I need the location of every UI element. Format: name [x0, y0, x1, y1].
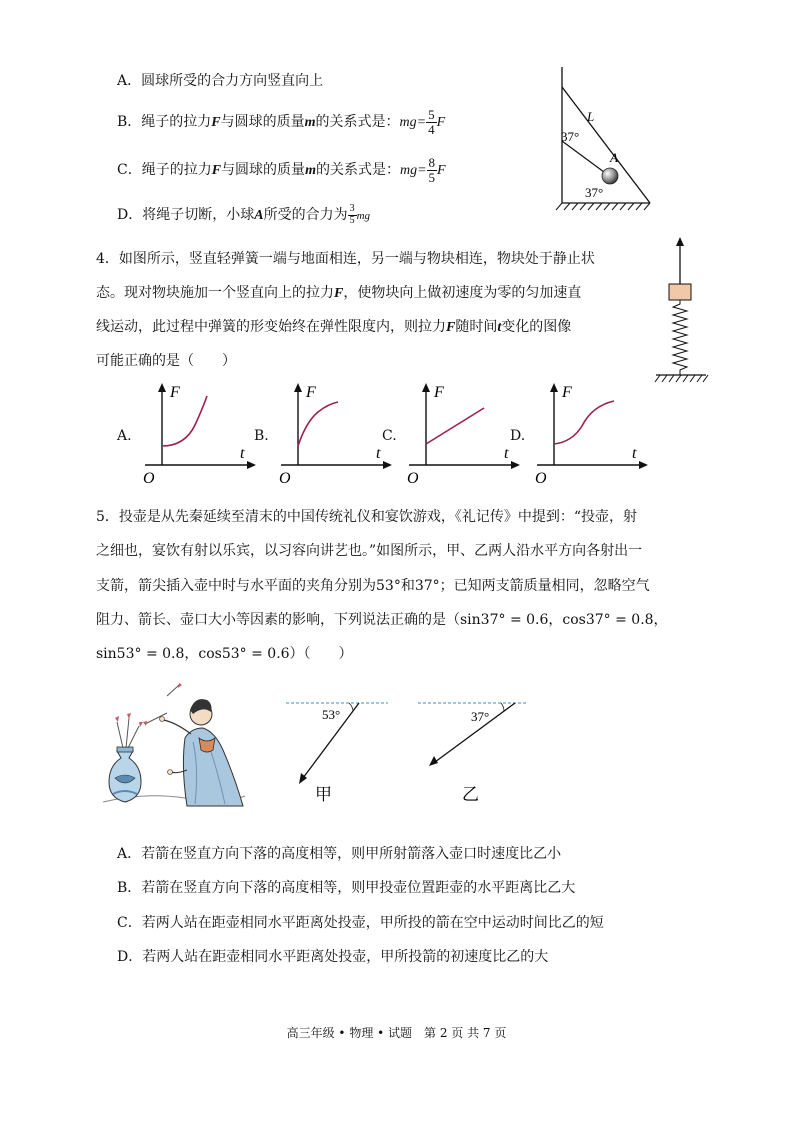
vase-icon	[109, 747, 141, 802]
angle-37: 37°	[471, 709, 490, 724]
q3-option-a: A．圆球所受的合力方向竖直向上	[117, 73, 324, 89]
q4-line-3: 线运动，此过程中弹簧的形变始终在弹性限度内，则拉力F随时间t变化的图像	[96, 319, 572, 335]
q5-line-4: 阻力、箭长、壶口大小等因素的影响，下列说法正确的是（sin37° = 0.6，cos37° = 0.8，	[96, 612, 668, 628]
person-icon	[160, 699, 244, 806]
curve-b	[298, 402, 338, 446]
q5-option-c: C．若两人站在距壶相同水平距离处投壶，甲所投的箭在空中运动时间比乙的短	[117, 915, 604, 931]
q4-line-1: 4．如图所示，竖直轻弹簧一端与地面相连，另一端与物块相连，物块处于静止状	[96, 251, 595, 267]
axis-label-F: F	[306, 384, 316, 401]
graph-d	[532, 380, 657, 490]
origin-label: O	[535, 470, 547, 487]
graph-a	[140, 380, 265, 490]
curve-d	[554, 401, 614, 444]
q5-line-2: 之细也，宴饮有射以乐宾，以习容向讲艺也。”如图所示，甲、乙两人沿水平方向各射出一	[96, 543, 643, 559]
angle-bottom: 37°	[585, 185, 604, 200]
axis-label-t: t	[376, 445, 381, 462]
label-L: L	[587, 109, 595, 124]
axis-label-t: t	[632, 445, 637, 462]
q5-option-d: D．若两人站在距壶相同水平距离处投壶，甲所投箭的初速度比乙的大	[117, 949, 549, 965]
q5-line-5: sin53° = 0.8，cos53° = 0.6）（ ）	[96, 646, 353, 662]
fraction-8-5: $\frac{8}{5}$	[428, 155, 436, 185]
axis-label-F: F	[170, 384, 180, 401]
axis-label-F: F	[562, 384, 572, 401]
origin-label: O	[279, 470, 291, 487]
curve-a	[162, 396, 207, 446]
curve-c	[426, 408, 484, 444]
q3-incline-figure	[555, 65, 655, 215]
q3-option-d: D．将绳子切断，小球A所受的合力为 $\frac{3}{5}$ mg	[117, 203, 371, 226]
touhu-illustration	[95, 678, 250, 813]
q5-line-1: 5．投壶是从先秦延续至清末的中国传统礼仪和宴饮游戏，《礼记传》中提到：“投壶，射	[96, 509, 638, 525]
label-yi: 乙	[462, 785, 479, 805]
q5-option-b: B．若箭在竖直方向下落的高度相等，则甲投壶位置距壶的水平距离比乙大	[117, 880, 576, 896]
axis-label-t: t	[240, 445, 245, 462]
page-footer: 高三年级 • 物理 • 试题 第 2 页 共 7 页	[286, 1026, 507, 1040]
q4-line-2: 态。现对物块施加一个竖直向上的拉力F，使物块向上做初速度为零的匀加速直	[96, 285, 582, 301]
q4-spring-figure	[650, 236, 710, 386]
q3-option-b: B．绳子的拉力F与圆球的质量m的关系式是：mg= $\frac{5}{4}$ F	[117, 107, 446, 137]
graph-d-option: D.	[510, 428, 526, 444]
label-jia: 甲	[315, 785, 332, 805]
q4-line-4: 可能正确的是（ ）	[96, 353, 236, 369]
ball	[602, 168, 618, 184]
graph-a-option: A.	[117, 428, 132, 444]
angle-53: 53°	[322, 707, 341, 722]
q5-line-3: 支箭，箭尖插入壶中时与水平面的夹角分别为53°和37°；已知两支箭质量相同，忽略空气	[96, 578, 650, 594]
arrow-diagram-yi	[415, 696, 530, 811]
origin-label: O	[143, 470, 155, 487]
q3-option-c: C．绳子的拉力F与圆球的质量m的关系式是：mg= $\frac{8}{5}$ F	[117, 155, 446, 185]
angle-top: 37°	[561, 129, 580, 144]
origin-label: O	[407, 470, 419, 487]
arrow-diagram-jia	[283, 696, 393, 811]
label-A: A	[610, 150, 618, 165]
axis-label-t: t	[504, 445, 509, 462]
graph-b-option: B.	[254, 428, 269, 444]
fraction-5-4: $\frac{5}{4}$	[428, 107, 435, 137]
fraction-3-5: $\frac{3}{5}$	[349, 203, 355, 226]
axis-label-F: F	[434, 384, 444, 401]
graph-c-option: C.	[382, 428, 397, 444]
q5-option-a: A．若箭在竖直方向下落的高度相等，则甲所射箭落入壶口时速度比乙小	[117, 846, 562, 862]
